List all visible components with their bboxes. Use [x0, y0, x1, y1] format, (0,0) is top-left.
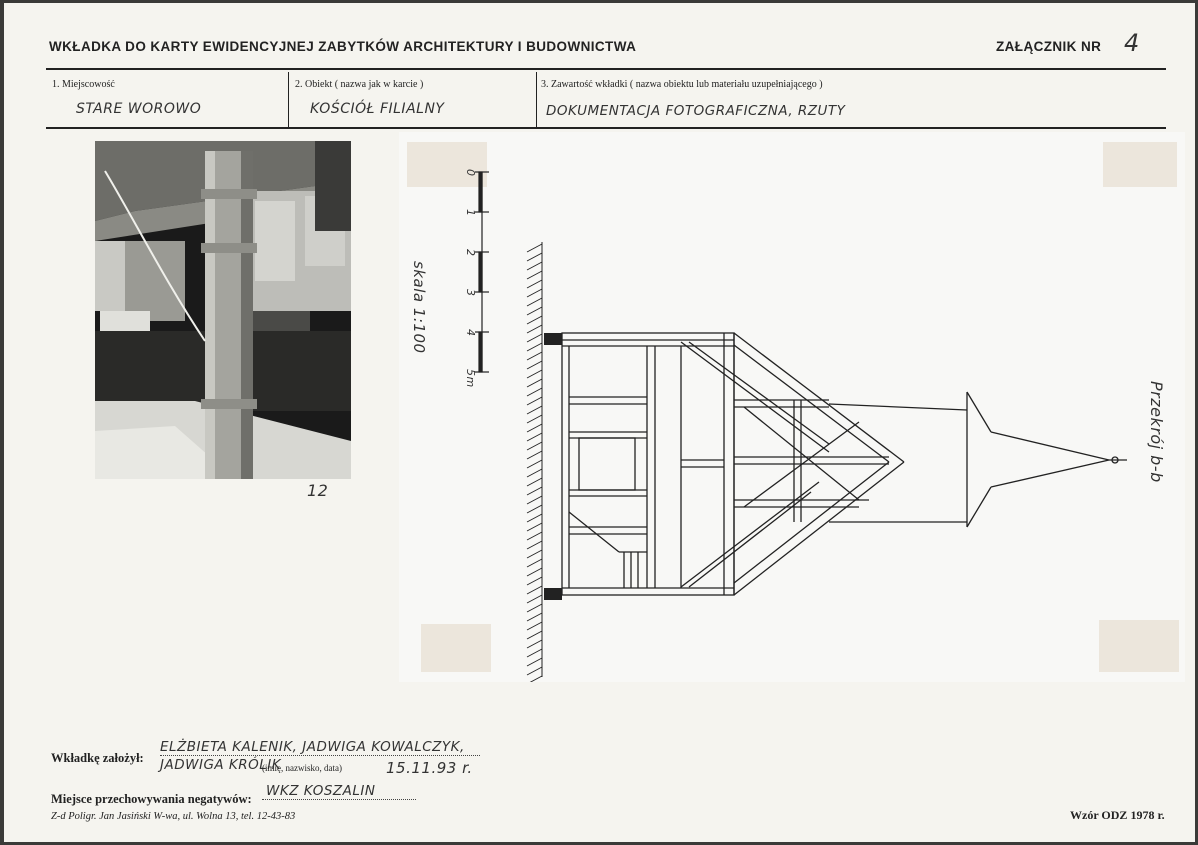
- scale-tick-label: 3: [464, 289, 477, 297]
- negatives-label: Miejsce przechowywania negatywów:: [51, 792, 252, 806]
- field-locality-value: STARE WOROWO: [76, 101, 202, 117]
- card-title: WKŁADKA DO KARTY EWIDENCYJNEJ ZABYTKÓW ARCHITEKTURY I BUDOWNICTWA: [49, 39, 637, 54]
- section-label: Przekrój b-b: [1147, 381, 1166, 483]
- section-drawing: [399, 132, 1185, 682]
- header-rule-top: [46, 68, 1166, 70]
- scale-tick-label: 2: [464, 249, 477, 257]
- record-card: [4, 3, 1195, 842]
- scale-tick-label: 1: [464, 209, 477, 217]
- founded-label: Wkładkę założył:: [51, 751, 144, 765]
- field-separator: [536, 72, 537, 129]
- scale-tick-label: 5m: [464, 369, 477, 388]
- field-separator: [288, 72, 289, 129]
- annex-number: 4: [1124, 29, 1140, 57]
- annex-label: ZAŁĄCZNIK NR: [996, 39, 1102, 54]
- founded-date: 15.11.93 r.: [386, 759, 473, 777]
- scale-tick-label: 0: [464, 169, 477, 177]
- scale-label: skala 1:100: [410, 261, 428, 354]
- founded-hint: (imię, nazwisko, data): [262, 763, 342, 773]
- photo-number: 12: [307, 481, 329, 500]
- founded-line1: ELŻBIETA KALENIK, JADWIGA KOWALCZYK,: [160, 739, 480, 756]
- field-locality-label: 1. Miejscowość: [52, 79, 115, 90]
- printer-imprint: Z-d Poligr. Jan Jasiński W-wa, ul. Wolna 13, tel. 12-43-83: [51, 811, 296, 822]
- field-object-value: KOŚCIÓŁ FILIALNY: [310, 101, 445, 117]
- negatives-value: WKZ KOSZALIN: [262, 783, 416, 800]
- form-number: Wzór ODZ 1978 r.: [1070, 808, 1165, 822]
- field-contents-value: DOKUMENTACJA FOTOGRAFICZNA, RZUTY: [546, 103, 846, 119]
- founded-line2: JADWIGA KRÓLIK: [160, 757, 282, 773]
- field-contents-label: 3. Zawartość wkładki ( nazwa obiektu lub materiału uzupełniającego ): [541, 79, 823, 90]
- interior-photo: [95, 141, 351, 479]
- field-object-label: 2. Obiekt ( nazwa jak w karcie ): [295, 79, 424, 90]
- header-rule-bottom: [46, 127, 1166, 129]
- scale-tick-label: 4: [464, 329, 477, 337]
